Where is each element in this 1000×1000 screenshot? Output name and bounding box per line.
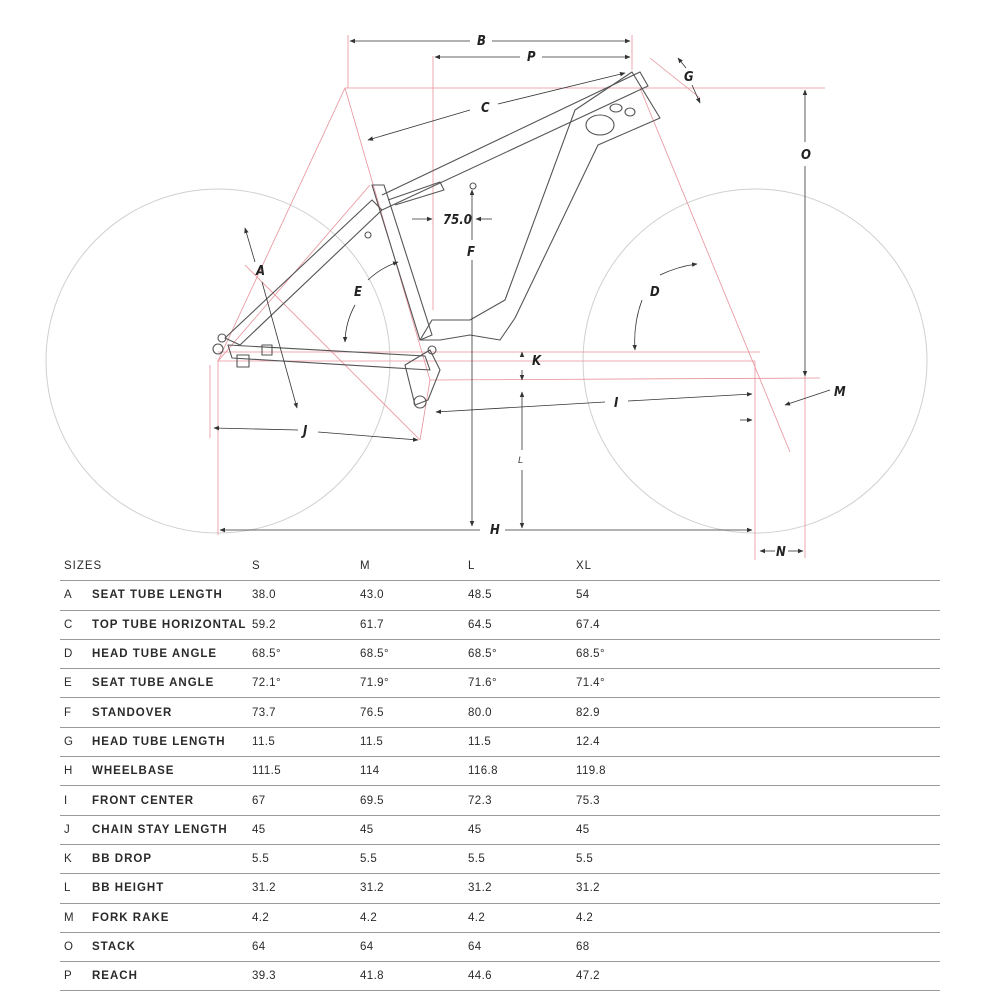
value-s: 68.5° — [252, 639, 360, 668]
row-code: M — [60, 903, 92, 932]
row-code: J — [60, 815, 92, 844]
row-code: I — [60, 786, 92, 815]
table-row — [60, 757, 940, 786]
table-row — [60, 844, 940, 873]
row-code: F — [60, 698, 92, 727]
value-s: 67 — [252, 786, 360, 815]
value-m: 5.5 — [360, 844, 468, 873]
value-l: 64 — [468, 932, 576, 961]
label-k: K — [532, 354, 542, 369]
table-row — [60, 698, 940, 727]
row-spacer — [684, 844, 940, 873]
value-m: 114 — [360, 757, 468, 786]
value-s: 38.0 — [252, 581, 360, 610]
value-xl: 45 — [576, 815, 684, 844]
label-d: D — [650, 285, 660, 300]
value-xl: 82.9 — [576, 698, 684, 727]
value-m: 64 — [360, 932, 468, 961]
label-b: B — [477, 34, 486, 49]
value-s: 11.5 — [252, 727, 360, 756]
row-code: O — [60, 932, 92, 961]
row-name: STACK — [92, 932, 252, 961]
value-xl: 54 — [576, 581, 684, 610]
value-s: 39.3 — [252, 962, 360, 991]
row-code: C — [60, 610, 92, 639]
row-code: E — [60, 669, 92, 698]
value-s: 31.2 — [252, 874, 360, 903]
table-row — [60, 610, 940, 639]
table-row — [60, 639, 940, 668]
bike-frame — [213, 72, 660, 408]
row-name: BB HEIGHT — [92, 874, 252, 903]
row-name: STANDOVER — [92, 698, 252, 727]
header-size-s: S — [252, 552, 360, 581]
label-f: F — [467, 245, 475, 260]
row-name: TOP TUBE HORIZONTAL — [92, 610, 252, 639]
row-spacer — [684, 874, 940, 903]
label-c: C — [481, 101, 490, 116]
row-spacer — [684, 757, 940, 786]
row-code: H — [60, 757, 92, 786]
row-spacer — [684, 727, 940, 756]
row-name: FRONT CENTER — [92, 786, 252, 815]
table-header-row — [60, 552, 940, 581]
label-m: M — [834, 385, 846, 400]
value-l: 68.5° — [468, 639, 576, 668]
row-spacer — [684, 639, 940, 668]
value-m: 4.2 — [360, 903, 468, 932]
value-l: 72.3 — [468, 786, 576, 815]
value-m: 61.7 — [360, 610, 468, 639]
value-m: 45 — [360, 815, 468, 844]
value-s: 72.1° — [252, 669, 360, 698]
table-row — [60, 727, 940, 756]
label-e: E — [354, 285, 362, 300]
label-p: P — [527, 50, 536, 65]
row-code: G — [60, 727, 92, 756]
value-m: 41.8 — [360, 962, 468, 991]
row-name: SEAT TUBE LENGTH — [92, 581, 252, 610]
value-xl: 31.2 — [576, 874, 684, 903]
row-spacer — [684, 669, 940, 698]
value-l: 31.2 — [468, 874, 576, 903]
row-spacer — [684, 786, 940, 815]
table-row — [60, 815, 940, 844]
header-size-xl: XL — [576, 552, 684, 581]
value-l: 71.6° — [468, 669, 576, 698]
value-m: 76.5 — [360, 698, 468, 727]
value-l: 11.5 — [468, 727, 576, 756]
value-s: 45 — [252, 815, 360, 844]
value-xl: 4.2 — [576, 903, 684, 932]
geometry-table — [60, 552, 940, 991]
value-l: 116.8 — [468, 757, 576, 786]
row-spacer — [684, 815, 940, 844]
header-size-l: L — [468, 552, 576, 581]
value-xl: 12.4 — [576, 727, 684, 756]
value-l: 80.0 — [468, 698, 576, 727]
value-xl: 5.5 — [576, 844, 684, 873]
table-row — [60, 669, 940, 698]
row-spacer — [684, 903, 940, 932]
dimension-arrows — [214, 41, 830, 551]
value-xl: 67.4 — [576, 610, 684, 639]
row-name: HEAD TUBE LENGTH — [92, 727, 252, 756]
value-m: 68.5° — [360, 639, 468, 668]
value-l: 4.2 — [468, 903, 576, 932]
value-l: 44.6 — [468, 962, 576, 991]
value-m: 43.0 — [360, 581, 468, 610]
table-row — [60, 581, 940, 610]
label-a: A — [256, 264, 266, 279]
row-code: K — [60, 844, 92, 873]
label-j: J — [303, 424, 308, 439]
header-spacer — [684, 552, 940, 581]
label-h: H — [490, 523, 500, 538]
row-code: P — [60, 962, 92, 991]
value-xl: 71.4° — [576, 669, 684, 698]
value-s: 64 — [252, 932, 360, 961]
construction-lines — [210, 35, 825, 560]
table-row — [60, 786, 940, 815]
value-s: 5.5 — [252, 844, 360, 873]
row-name: HEAD TUBE ANGLE — [92, 639, 252, 668]
value-s: 111.5 — [252, 757, 360, 786]
table-row — [60, 962, 940, 991]
row-name: REACH — [92, 962, 252, 991]
value-l: 48.5 — [468, 581, 576, 610]
value-m: 69.5 — [360, 786, 468, 815]
row-name: CHAIN STAY LENGTH — [92, 815, 252, 844]
value-xl: 68.5° — [576, 639, 684, 668]
value-l: 5.5 — [468, 844, 576, 873]
label-l: L — [518, 456, 524, 466]
row-name: BB DROP — [92, 844, 252, 873]
seat-angle-value: 75.0 — [443, 213, 472, 228]
value-xl: 119.8 — [576, 757, 684, 786]
table-row — [60, 932, 940, 961]
row-name: SEAT TUBE ANGLE — [92, 669, 252, 698]
row-code: A — [60, 581, 92, 610]
value-xl: 47.2 — [576, 962, 684, 991]
label-n: N — [776, 545, 786, 560]
value-m: 31.2 — [360, 874, 468, 903]
row-spacer — [684, 610, 940, 639]
header-sizes: SIZES — [60, 552, 252, 581]
label-i: I — [614, 396, 619, 411]
table-row — [60, 903, 940, 932]
row-spacer — [684, 581, 940, 610]
label-o: O — [801, 148, 811, 163]
row-spacer — [684, 962, 940, 991]
row-spacer — [684, 698, 940, 727]
row-name: FORK RAKE — [92, 903, 252, 932]
value-m: 11.5 — [360, 727, 468, 756]
value-s: 4.2 — [252, 903, 360, 932]
value-m: 71.9° — [360, 669, 468, 698]
row-code: D — [60, 639, 92, 668]
value-xl: 68 — [576, 932, 684, 961]
row-code: L — [60, 874, 92, 903]
header-size-m: M — [360, 552, 468, 581]
value-s: 73.7 — [252, 698, 360, 727]
value-s: 59.2 — [252, 610, 360, 639]
value-l: 45 — [468, 815, 576, 844]
label-g: G — [684, 70, 694, 85]
row-spacer — [684, 932, 940, 961]
value-l: 64.5 — [468, 610, 576, 639]
table-row — [60, 874, 940, 903]
value-xl: 75.3 — [576, 786, 684, 815]
row-name: WHEELBASE — [92, 757, 252, 786]
